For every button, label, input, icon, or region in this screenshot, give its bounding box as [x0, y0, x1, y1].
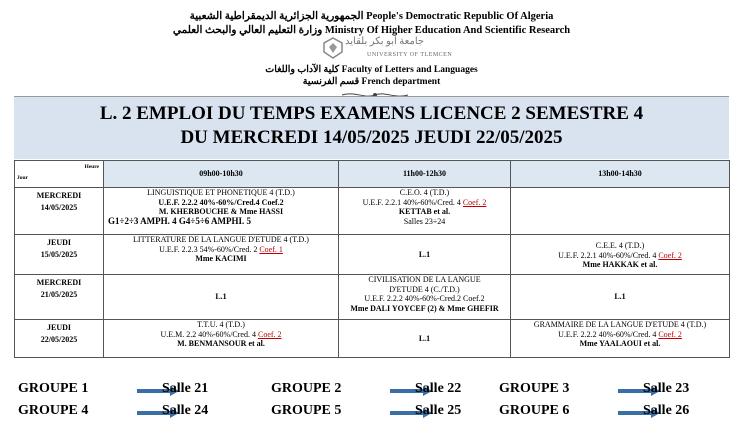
exam-subject: LITTERATURE DE LA LANGUE D'ETUDE 4 (T.D.) — [133, 235, 309, 244]
exam-details — [511, 330, 729, 340]
header-faculty: كلية الآداب واللغات Faculty of Letters and Languages — [265, 65, 478, 75]
exam-schedule-table — [14, 160, 730, 358]
exam-ue: U.E.F. 2.2.1 40%-60%/Cred. 4 — [362, 197, 461, 207]
day-name: MERCREDI — [36, 278, 82, 287]
table-row — [15, 320, 730, 358]
exam-details: U.E.F. 2.2.2 40%-60%-Cred.2 Coef.2 — [364, 294, 485, 303]
table-row — [15, 235, 730, 275]
exam-teachers: Mme YAALAOUI et al. — [579, 339, 661, 348]
exam-ue: U.E.M. 2.2 40%-60%/Cred. 4 — [160, 329, 256, 339]
exam-ue: U.E.F. 2.2.2 40%-60%/Cred. 4 — [558, 329, 657, 339]
exam-details — [104, 330, 338, 340]
header-republic: الجمهورية الجزائرية الديمقراطية الشعبية People's Democtratic Republic Of Algeria — [189, 11, 554, 22]
title-line-1: L. 2 EMPLOI DU TEMPS EXAMENS LICENCE 2 SEMESTRE 4 — [99, 103, 644, 124]
exam-teachers: M. BENMANSOUR et al. — [177, 339, 265, 348]
room-label: Salle 23 — [643, 381, 690, 396]
exam-subject: LINGUISTIQUE ET PHONETIQUE 4 (T.D.) — [147, 188, 295, 197]
group-label: GROUPE 4 — [18, 403, 89, 418]
group-label: GROUPE 6 — [499, 403, 570, 418]
exam-coef: Coef. 2 — [658, 329, 682, 339]
exam-teachers: M. KHERBOUCHE & Mme HASSI — [158, 207, 284, 216]
day-date: 15/05/2025 — [40, 250, 78, 259]
day-name: JEUDI — [46, 238, 71, 247]
exam-coef: Coef. 1 — [259, 244, 283, 254]
logo-arabic-text: جامعة أبو بكر بلقايد — [345, 36, 425, 47]
day-cell — [15, 188, 104, 235]
room-label: Salle 26 — [643, 403, 690, 418]
l1-marker: L.1 — [339, 320, 511, 358]
exam-teachers: Mme KACIMI — [195, 254, 247, 263]
exam-details — [511, 251, 729, 261]
exam-teachers: Mme DALI YOYCEF (2) & Mme GHEFIR — [350, 303, 499, 313]
exam-coef: Coef. 2 — [658, 250, 682, 260]
group-label: GROUPE 2 — [271, 381, 342, 396]
exam-ue: U.E.F. 2.2.3 54%-60%/Cred. 2 — [159, 244, 258, 254]
exam-subject: C.E.O. 4 (T.D.) — [399, 188, 450, 197]
room-label: Salle 21 — [162, 381, 209, 396]
exam-details — [104, 245, 338, 255]
exam-details: U.E.F. 2.2.2 40%-60%/Cred.4 Coef.2 — [158, 197, 284, 207]
table-header-row — [15, 161, 730, 188]
university-logo — [345, 36, 460, 62]
time-slot-3: 13h00-14h30 — [511, 161, 730, 188]
logo-english-text: UNIVERSITY OF TLEMCEN — [367, 52, 453, 58]
exam-subject: C.E.E. 4 (T.D.) — [595, 241, 645, 250]
room-label: Salle 25 — [415, 403, 462, 418]
heure-label: Heure — [84, 164, 99, 170]
group-label: GROUPE 3 — [499, 381, 570, 396]
exam-cell — [104, 320, 339, 358]
exam-subject: CIVILISATION DE LA LANGUE — [368, 275, 481, 284]
l1-marker: L.1 — [339, 235, 511, 275]
header-ministry: وزارة التعليم العالي والبحث العلمي Ministry Of Higher Education And Scientific Research — [172, 25, 571, 36]
exam-rooms: Salles 23÷24 — [403, 216, 446, 226]
exam-cell — [511, 235, 730, 275]
day-date: 14/05/2025 — [40, 203, 78, 212]
exam-rooms: G1÷2÷3 AMPH. 4 G4÷5÷6 AMPHI. 5 — [108, 215, 252, 226]
table-row — [15, 275, 730, 320]
day-cell — [15, 275, 104, 320]
exam-cell — [104, 235, 339, 275]
exam-details — [339, 198, 510, 208]
exam-subject: T.T.U. 4 (T.D.) — [197, 320, 245, 329]
exam-coef: Coef. 2 — [462, 197, 487, 207]
table-row — [15, 188, 730, 235]
exam-cell — [104, 188, 339, 235]
day-date: 22/05/2025 — [40, 335, 78, 344]
jour-label: Jour — [17, 175, 28, 181]
group-label: GROUPE 1 — [18, 381, 89, 396]
exam-ue: U.E.F. 2.2.1 40%-60%/Cred. 4 — [558, 250, 657, 260]
corner-cell — [15, 161, 104, 188]
l1-marker: L.1 — [104, 275, 339, 320]
university-logo-icon — [323, 37, 343, 59]
exam-subject: GRAMMAIRE DE LA LANGUE D'ETUDE 4 (T.D.) — [533, 320, 707, 329]
day-name: MERCREDI — [36, 191, 82, 200]
time-slot-1: 09h00-10h30 — [104, 161, 339, 188]
room-label: Salle 22 — [415, 381, 462, 396]
time-slot-2: 11h00-12h30 — [339, 161, 511, 188]
group-label: GROUPE 5 — [271, 403, 342, 418]
l1-marker: L.1 — [511, 275, 730, 320]
title-banner — [14, 96, 729, 159]
day-date: 21/05/2025 — [40, 290, 78, 299]
day-cell — [15, 235, 104, 275]
header-department: قسم الفرنسية French department — [302, 77, 441, 87]
exam-subject-cont: D'ETUDE 4 (C./T.D.) — [389, 284, 460, 294]
exam-coef: Coef. 2 — [257, 329, 282, 339]
exam-cell — [511, 320, 730, 358]
exam-teachers: Mme HAKKAK et al. — [582, 260, 658, 269]
exam-teachers: KETTAB et al. — [398, 207, 451, 216]
day-cell — [15, 320, 104, 358]
day-name: JEUDI — [46, 323, 71, 332]
exam-cell — [339, 275, 511, 320]
empty-cell — [511, 188, 730, 235]
room-label: Salle 24 — [162, 403, 209, 418]
title-line-2: DU MERCREDI 14/05/2025 JEUDI 22/05/2025 — [180, 127, 563, 148]
exam-cell — [339, 188, 511, 235]
